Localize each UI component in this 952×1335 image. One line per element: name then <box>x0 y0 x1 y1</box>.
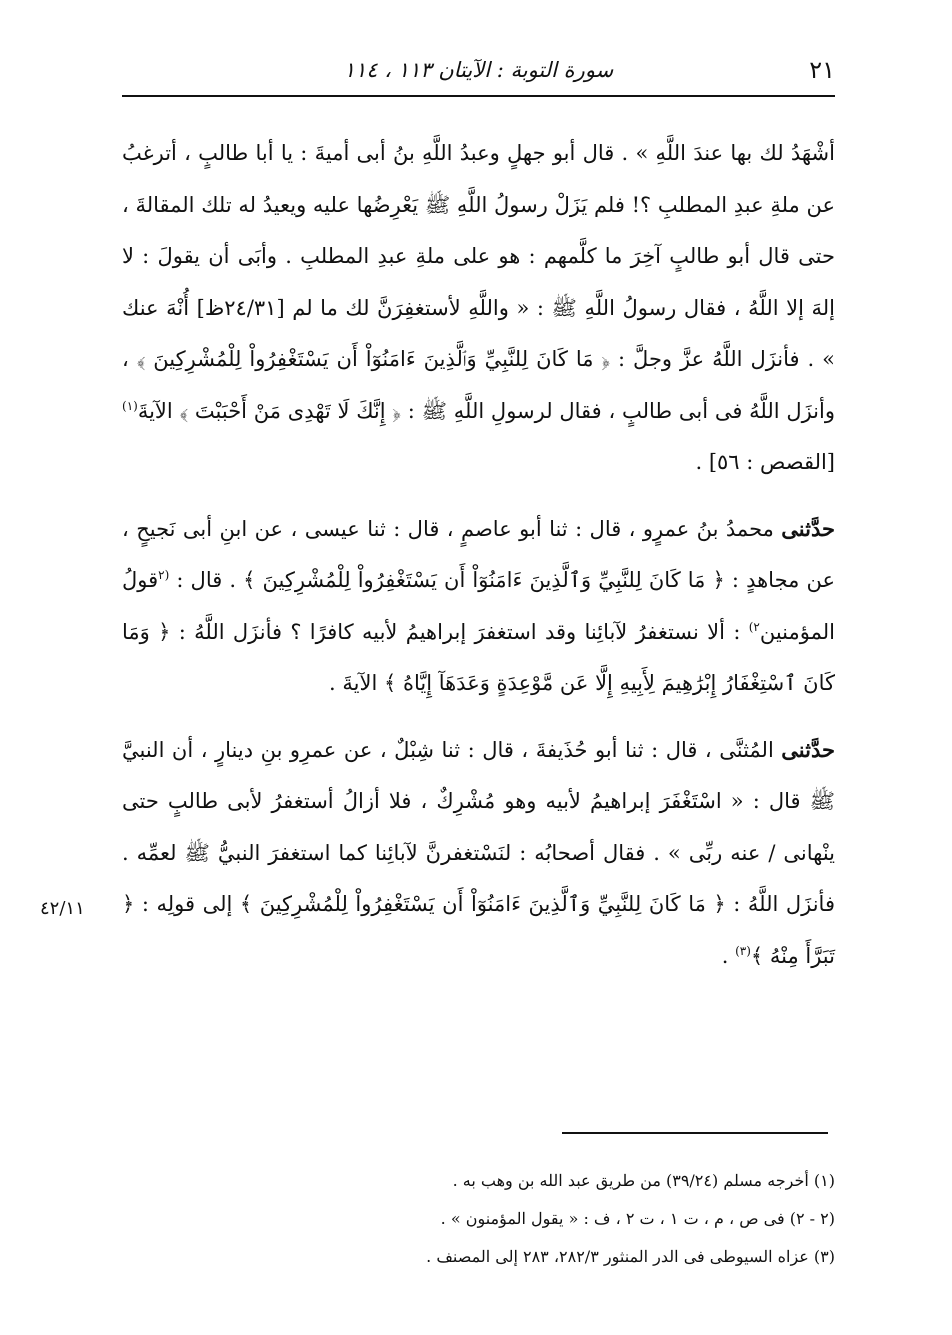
paragraph-3-end: . <box>721 943 736 968</box>
page-header <box>122 52 835 92</box>
footnote-3: (٣) عزاه السيوطى فى الدر المنثور ٢٨٢/٣، ٢٨٣ إلى المصنف . <box>426 1247 835 1266</box>
footnote-rule <box>562 1132 828 1134</box>
paragraph-2 <box>122 503 835 710</box>
footnotes <box>122 1162 835 1276</box>
margin-note: ٤٢/١١ <box>40 898 85 919</box>
footnote-ref-2-open: (٢ <box>158 568 170 582</box>
footnote-2: (٢ - ٢) فى ص ، م ، ت ١ ، ت ٢ ، ف : « يقول المؤمنون » . <box>440 1209 835 1228</box>
paragraph-1-text: أشْهَدُ لك بها عندَ اللَّهِ » . قال أبو جهلٍ وعبدُ اللَّهِ بنُ أبى أميةَ : يا أبا طالبٍ ، أترغبُ عن ملةِ عبدِ المطلبِ ؟! فلم يَزَلْ رسولُ اللَّهِ ﷺ يَعْرِضُها عليه ويعيدُ له تلك المقالةَ ، حتى قال أبو طالبٍ آخِرَ ما كلَّمهم : هو على ملةِ عبدِ المطلبِ . وأبَى أن يقولَ : لا إلهَ إلا اللَّهُ ، فقال رسولُ اللَّهِ ﷺ : « واللَّهِ لأستغفِرَنَّ لك ما لم [٢٤/٣١ظ] أُنْهَ عنك » . فأنزَل اللَّهُ عزَّ وجلَّ : ﴿ مَا كَانَ لِلنَّبِيِّ وَٱلَّذِينَ ءَامَنُوٓاْ أَن يَسْتَغْفِرُواْ لِلْمُشْرِكِينَ ﴾ ، وأنزَل اللَّهُ فى أبى طالبٍ ، فقال لرسولِ اللَّهِ ﷺ : ﴿ إِنَّكَ لَا تَهْدِى مَنْ أَحْبَبْتَ ﴾ الآيةَ <box>122 141 836 423</box>
paragraph-2-text: محمدُ بنُ عمرٍو ، قال : ثنا أبو عاصمٍ ، قال : ثنا عيسى ، عن ابنِ أبى نَجيحٍ ، عن مجاهدٍ : ﴿ مَا كَانَ لِلنَّبِيِّ وَٱلَّذِينَ ءَامَنُوٓاْ أَن يَسْتَغْفِرُواْ لِلْمُشْرِكِينَ ﴾ . قال : <box>122 516 835 592</box>
main-text <box>122 128 835 982</box>
footnote-1: (١) أخرجه مسلم (٣٩/٢٤) من طريق عبد الله بن وهب به . <box>452 1171 835 1190</box>
running-title: سورة التوبة : الآيتان ١١٣ ، ١١٤ <box>343 58 614 82</box>
footnote-ref-1: (١) <box>122 398 138 413</box>
paragraph-3-lead: حدَّثنى <box>781 736 835 762</box>
quran-reference: [القصص : ٥٦] . <box>695 450 835 474</box>
paragraph-1 <box>122 128 835 489</box>
paragraph-2-rest: : ألا نستغفرُ لآبائِنا وقد استغفرَ إبراهيمُ لأبيه كافرًا ؟ فأنزَل اللَّهُ : ﴿ وَمَا كَانَ ٱسْتِغْفَارُ إِبْرَٰهِيمَ لِأَبِيهِ إِلَّا عَن مَّوْعِدَةٍ وَعَدَهَآ إِيَّاهُ ﴾ الآيةَ . <box>122 619 835 695</box>
footnote-ref-3: (٣) <box>735 943 751 958</box>
footnote-ref-2-close: ٢) <box>748 619 760 634</box>
paragraph-2-lead: حدَّثنى <box>781 515 835 541</box>
page-number: ٢١ <box>809 56 835 84</box>
paragraph-3 <box>122 724 835 983</box>
paragraph-2-quote: قولُ المؤمنين <box>122 568 835 644</box>
paragraph-3-text: المُثنَّى ، قال : ثنا أبو حُذَيفةَ ، قال : ثنا شِبْلٌ ، عن عمرِو بنِ دينارٍ ، أن النبيَّ ﷺ قال : « اسْتَغْفَرَ إبراهيمُ لأبيه وهو مُشْرِكٌ ، فلا أزالُ أستغفرُ لأبى طالبٍ حتى ينْهانى / عنه ربِّى » . فقال أصحابُه : لنَسْتغفرنَّ لآبائِنا كما استغفرَ النبيُّ ﷺ لعمِّه . فأنزَل اللَّهُ : ﴿ مَا كَانَ لِلنَّبِيِّ وَٱلَّذِينَ ءَامَنُوٓاْ أَن يَسْتَغْفِرُواْ لِلْمُشْرِكِينَ ﴾ إلى قولِه : ﴿ تَبَرَّأَ مِنْهُ ﴾ <box>122 737 835 968</box>
header-rule <box>122 95 835 97</box>
